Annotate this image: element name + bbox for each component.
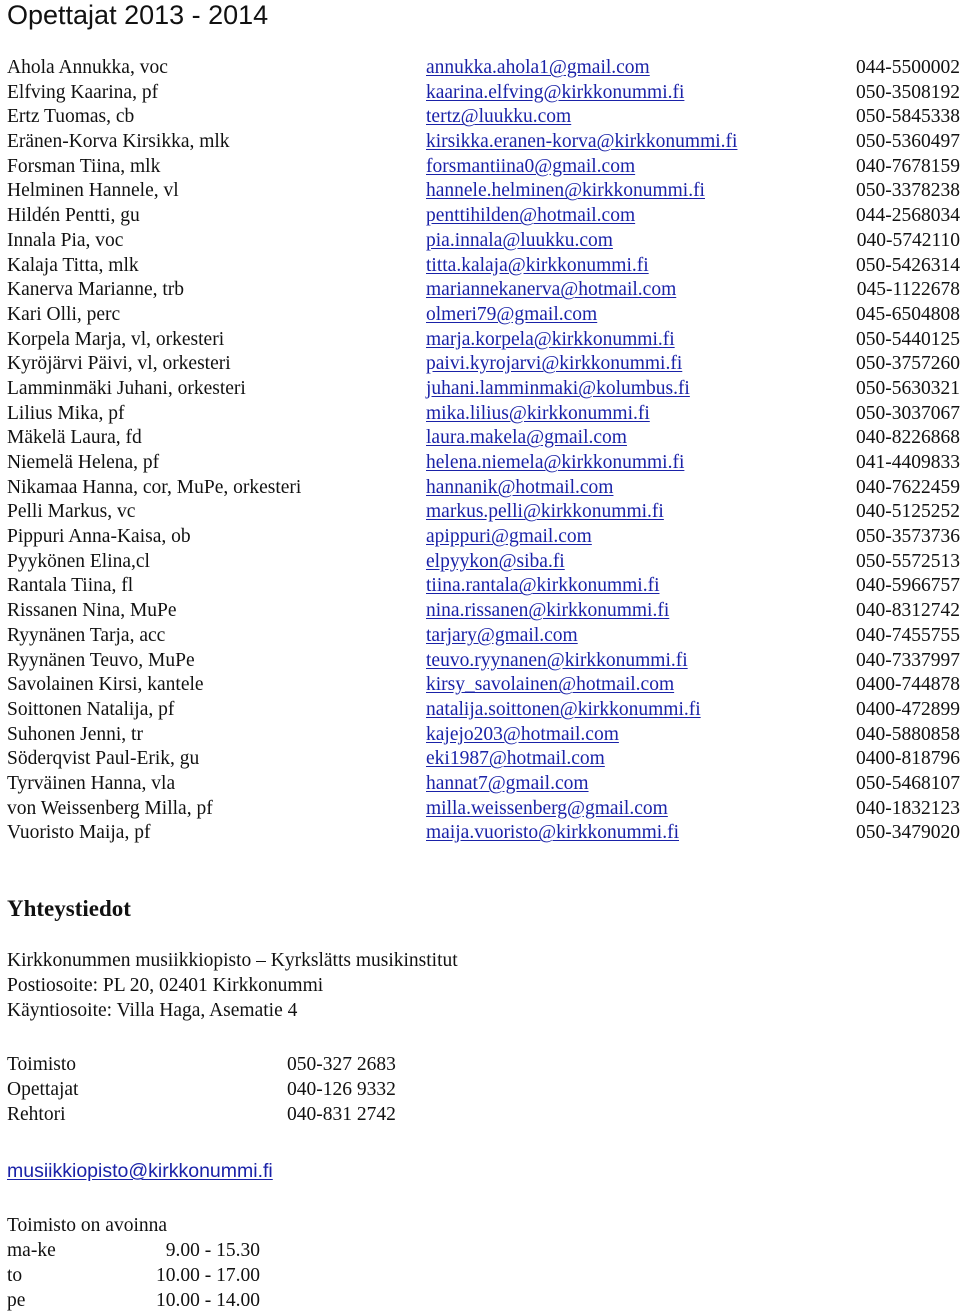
teacher-name: Soittonen Natalija, pf (7, 698, 175, 720)
teacher-name: Tyrväinen Hanna, vla (7, 772, 176, 794)
teacher-phone: 040-5742110 (856, 229, 960, 251)
teacher-row (0, 599, 960, 624)
page-title: Opettajat 2013 - 2014 (7, 0, 269, 30)
teacher-name: Rantala Tiina, fl (7, 575, 134, 597)
teacher-email-link[interactable]: pia.innala@luukku.com (426, 229, 613, 251)
teacher-email-link[interactable]: forsmantiina0@gmail.com (426, 155, 636, 177)
opening-hours (7, 1213, 307, 1313)
teacher-email-link[interactable]: tiina.rantala@kirkkonummi.fi (426, 575, 660, 597)
teacher-email-link[interactable]: teuvo.ryynanen@kirkkonummi.fi (426, 649, 688, 671)
teacher-row (0, 352, 960, 377)
teacher-row (0, 500, 960, 525)
opening-hours-heading: Toimisto on avoinna (7, 1215, 168, 1236)
teacher-email-link[interactable]: tertz@luukku.com (426, 106, 572, 128)
teacher-email-link[interactable]: kirsikka.eranen-korva@kirkkonummi.fi (426, 131, 738, 153)
teacher-row (0, 525, 960, 550)
teacher-row (0, 673, 960, 698)
hours-day: ma-ke (7, 1240, 56, 1261)
teacher-email-link[interactable]: mika.lilius@kirkkonummi.fi (426, 402, 650, 424)
teacher-row (0, 328, 960, 353)
teacher-email-link[interactable]: markus.pelli@kirkkonummi.fi (426, 501, 664, 523)
teacher-email-link[interactable]: apippuri@gmail.com (426, 526, 592, 548)
teacher-phone: 040-5125252 (856, 501, 960, 523)
teacher-phone: 0400-818796 (856, 748, 960, 770)
teacher-phone: 045-6504808 (856, 303, 960, 325)
teacher-row (0, 204, 960, 229)
teacher-name: Niemelä Helena, pf (7, 452, 160, 473)
teacher-email-link[interactable]: paivi.kyrojarvi@kirkkonummi.fi (426, 353, 683, 375)
phone-list (7, 1052, 427, 1127)
teacher-row (0, 402, 960, 427)
teacher-phone: 050-3479020 (856, 822, 960, 844)
teacher-email-link[interactable]: kirsy_savolainen@hotmail.com (426, 674, 675, 696)
teacher-name: Suhonen Jenni, tr (7, 723, 143, 745)
phone-label: Toimisto (7, 1054, 77, 1075)
teacher-row (0, 179, 960, 204)
teacher-row (0, 229, 960, 254)
teacher-phone: 050-5426314 (856, 254, 960, 276)
teacher-name: Lamminmäki Juhani, orkesteri (7, 377, 246, 399)
teacher-email-link[interactable]: natalija.soittonen@kirkkonummi.fi (426, 698, 701, 720)
phone-number: 040-831 2742 (287, 1104, 396, 1125)
teacher-row (0, 723, 960, 748)
teacher-phone: 050-5468107 (856, 772, 960, 794)
teacher-phone: 040-7337997 (856, 649, 960, 671)
teacher-row (0, 56, 960, 81)
teacher-phone: 050-3757260 (856, 353, 960, 375)
teacher-phone: 050-3573736 (856, 526, 960, 548)
teacher-phone: 040-8226868 (856, 427, 960, 449)
teacher-email-link[interactable]: laura.makela@gmail.com (426, 427, 627, 449)
teacher-row (0, 476, 960, 501)
teacher-row (0, 747, 960, 772)
teacher-row (0, 821, 960, 846)
phone-label: Opettajat (7, 1079, 79, 1100)
teacher-name: Hildén Pentti, gu (7, 205, 140, 227)
teacher-name: Korpela Marja, vl, orkesteri (7, 328, 225, 350)
teacher-row (0, 377, 960, 402)
teacher-email-link[interactable]: hannele.helminen@kirkkonummi.fi (426, 180, 705, 202)
teacher-email-link[interactable]: annukka.ahola1@gmail.com (426, 57, 650, 78)
hours-day: pe (7, 1290, 26, 1311)
teacher-row (0, 278, 960, 303)
teacher-name: Kari Olli, perc (7, 303, 121, 325)
teacher-phone: 040-7622459 (856, 476, 960, 498)
teacher-email-link[interactable]: juhani.lamminmaki@kolumbus.fi (426, 377, 690, 399)
teacher-row (0, 81, 960, 106)
teacher-name: Savolainen Kirsi, kantele (7, 674, 204, 696)
teacher-name: Rissanen Nina, MuPe (7, 600, 177, 622)
teacher-row (0, 130, 960, 155)
teacher-email-link[interactable]: eki1987@hotmail.com (426, 748, 605, 770)
hours-row (7, 1238, 307, 1263)
teacher-phone: 044-5500002 (856, 57, 960, 78)
teacher-row (0, 254, 960, 279)
address-block (7, 948, 458, 1023)
visiting-address: Käyntiosoite: Villa Haga, Asematie 4 (7, 1000, 298, 1021)
teacher-name: Kanerva Marianne, trb (7, 279, 185, 301)
teacher-email-link[interactable]: hannat7@gmail.com (426, 772, 589, 794)
teacher-name: Kyröjärvi Päivi, vl, orkesteri (7, 353, 231, 375)
teacher-email-link[interactable]: kajejo203@hotmail.com (426, 723, 619, 745)
teacher-email-link[interactable]: tarjary@gmail.com (426, 624, 578, 646)
teacher-row (0, 426, 960, 451)
hours-row (7, 1263, 307, 1288)
teacher-phone: 040-7678159 (856, 155, 960, 177)
teacher-email-link[interactable]: elpyykon@siba.fi (426, 550, 565, 572)
teacher-phone: 041-4409833 (856, 452, 960, 473)
teacher-email-link[interactable]: hannanik@hotmail.com (426, 476, 614, 498)
teacher-email-link[interactable]: mariannekanerva@hotmail.com (426, 279, 677, 301)
phone-number: 050-327 2683 (287, 1054, 396, 1075)
teacher-name: Helminen Hannele, vl (7, 180, 179, 202)
teacher-name: Ryynänen Tarja, acc (7, 624, 166, 646)
phone-row (7, 1052, 427, 1077)
teacher-row (0, 797, 960, 822)
teacher-name: Pelli Markus, vc (7, 501, 136, 523)
teacher-row (0, 574, 960, 599)
teacher-phone: 040-5880858 (856, 723, 960, 745)
teacher-name: Pippuri Anna-Kaisa, ob (7, 526, 191, 548)
teacher-email-link[interactable]: marja.korpela@kirkkonummi.fi (426, 328, 675, 350)
postal-address: Postiosoite: PL 20, 02401 Kirkkonummi (7, 975, 324, 996)
phone-label: Rehtori (7, 1104, 66, 1125)
teacher-row (0, 649, 960, 674)
teacher-name: Nikamaa Hanna, cor, MuPe, orkesteri (7, 476, 302, 498)
hours-row (7, 1288, 307, 1313)
teacher-phone: 050-5572513 (856, 550, 960, 572)
teacher-email-link[interactable]: kaarina.elfving@kirkkonummi.fi (426, 81, 685, 103)
teacher-phone: 040-8312742 (856, 600, 960, 622)
teacher-row (0, 155, 960, 180)
teacher-row (0, 698, 960, 723)
teacher-row (0, 105, 960, 130)
teacher-name: Ryynänen Teuvo, MuPe (7, 649, 195, 671)
teacher-phone: 040-5966757 (856, 575, 960, 597)
teacher-name: Ertz Tuomas, cb (7, 106, 135, 128)
teacher-name: Mäkelä Laura, fd (7, 427, 142, 449)
teacher-name: Kalaja Titta, mlk (7, 254, 139, 276)
teacher-name: Innala Pia, voc (7, 229, 124, 251)
teacher-phone: 050-5440125 (856, 328, 960, 350)
hours-day: to (7, 1265, 23, 1286)
phone-row (7, 1077, 427, 1102)
teacher-row (0, 624, 960, 649)
teacher-name: Forsman Tiina, mlk (7, 155, 161, 177)
institution-email-link[interactable]: musiikkiopisto@kirkkonummi.fi (7, 1160, 273, 1182)
teacher-phone: 050-3508192 (856, 81, 960, 103)
teacher-email-link[interactable]: maija.vuoristo@kirkkonummi.fi (426, 822, 680, 844)
teacher-name: Lilius Mika, pf (7, 402, 125, 424)
teacher-name: Söderqvist Paul-Erik, gu (7, 748, 200, 770)
teacher-name: Eränen-Korva Kirsikka, mlk (7, 131, 230, 153)
teacher-email-link[interactable]: nina.rissanen@kirkkonummi.fi (426, 600, 670, 622)
teacher-phone: 050-5360497 (856, 131, 960, 153)
teacher-row (0, 550, 960, 575)
teacher-phone: 050-5845338 (856, 106, 960, 128)
teacher-name: von Weissenberg Milla, pf (7, 797, 213, 819)
teacher-phone: 050-5630321 (856, 377, 960, 399)
teacher-row (0, 772, 960, 797)
teacher-list (0, 56, 960, 846)
phone-row (7, 1102, 427, 1127)
hours-time: 9.00 - 15.30 (165, 1240, 260, 1261)
teacher-phone: 050-3378238 (856, 180, 960, 202)
teacher-row (0, 303, 960, 328)
contact-heading: Yhteystiedot (7, 896, 131, 921)
teacher-email-link[interactable]: helena.niemela@kirkkonummi.fi (426, 452, 685, 473)
teacher-email-link[interactable]: olmeri79@gmail.com (426, 303, 598, 325)
teacher-phone: 0400-472899 (856, 698, 960, 720)
teacher-name: Vuoristo Maija, pf (7, 822, 151, 844)
teacher-name: Pyykönen Elina,cl (7, 550, 150, 572)
institution-name: Kirkkonummen musiikkiopisto – Kyrkslätts musikinstitut (7, 950, 458, 971)
hours-time: 10.00 - 14.00 (156, 1290, 260, 1311)
teacher-email-link[interactable]: titta.kalaja@kirkkonummi.fi (426, 254, 649, 276)
teacher-phone: 044-2568034 (856, 205, 960, 227)
teacher-name: Ahola Annukka, voc (7, 57, 168, 78)
teacher-phone: 040-1832123 (856, 797, 960, 819)
teacher-name: Elfving Kaarina, pf (7, 81, 159, 103)
phone-number: 040-126 9332 (287, 1079, 396, 1100)
teacher-email-link[interactable]: penttihilden@hotmail.com (426, 205, 636, 227)
teacher-row (0, 451, 960, 476)
teacher-phone: 050-3037067 (856, 402, 960, 424)
teacher-phone: 0400-744878 (856, 674, 960, 696)
teacher-phone: 040-7455755 (856, 624, 960, 646)
teacher-email-link[interactable]: milla.weissenberg@gmail.com (426, 797, 668, 819)
teacher-phone: 045-1122678 (856, 279, 960, 301)
hours-time: 10.00 - 17.00 (156, 1265, 260, 1286)
